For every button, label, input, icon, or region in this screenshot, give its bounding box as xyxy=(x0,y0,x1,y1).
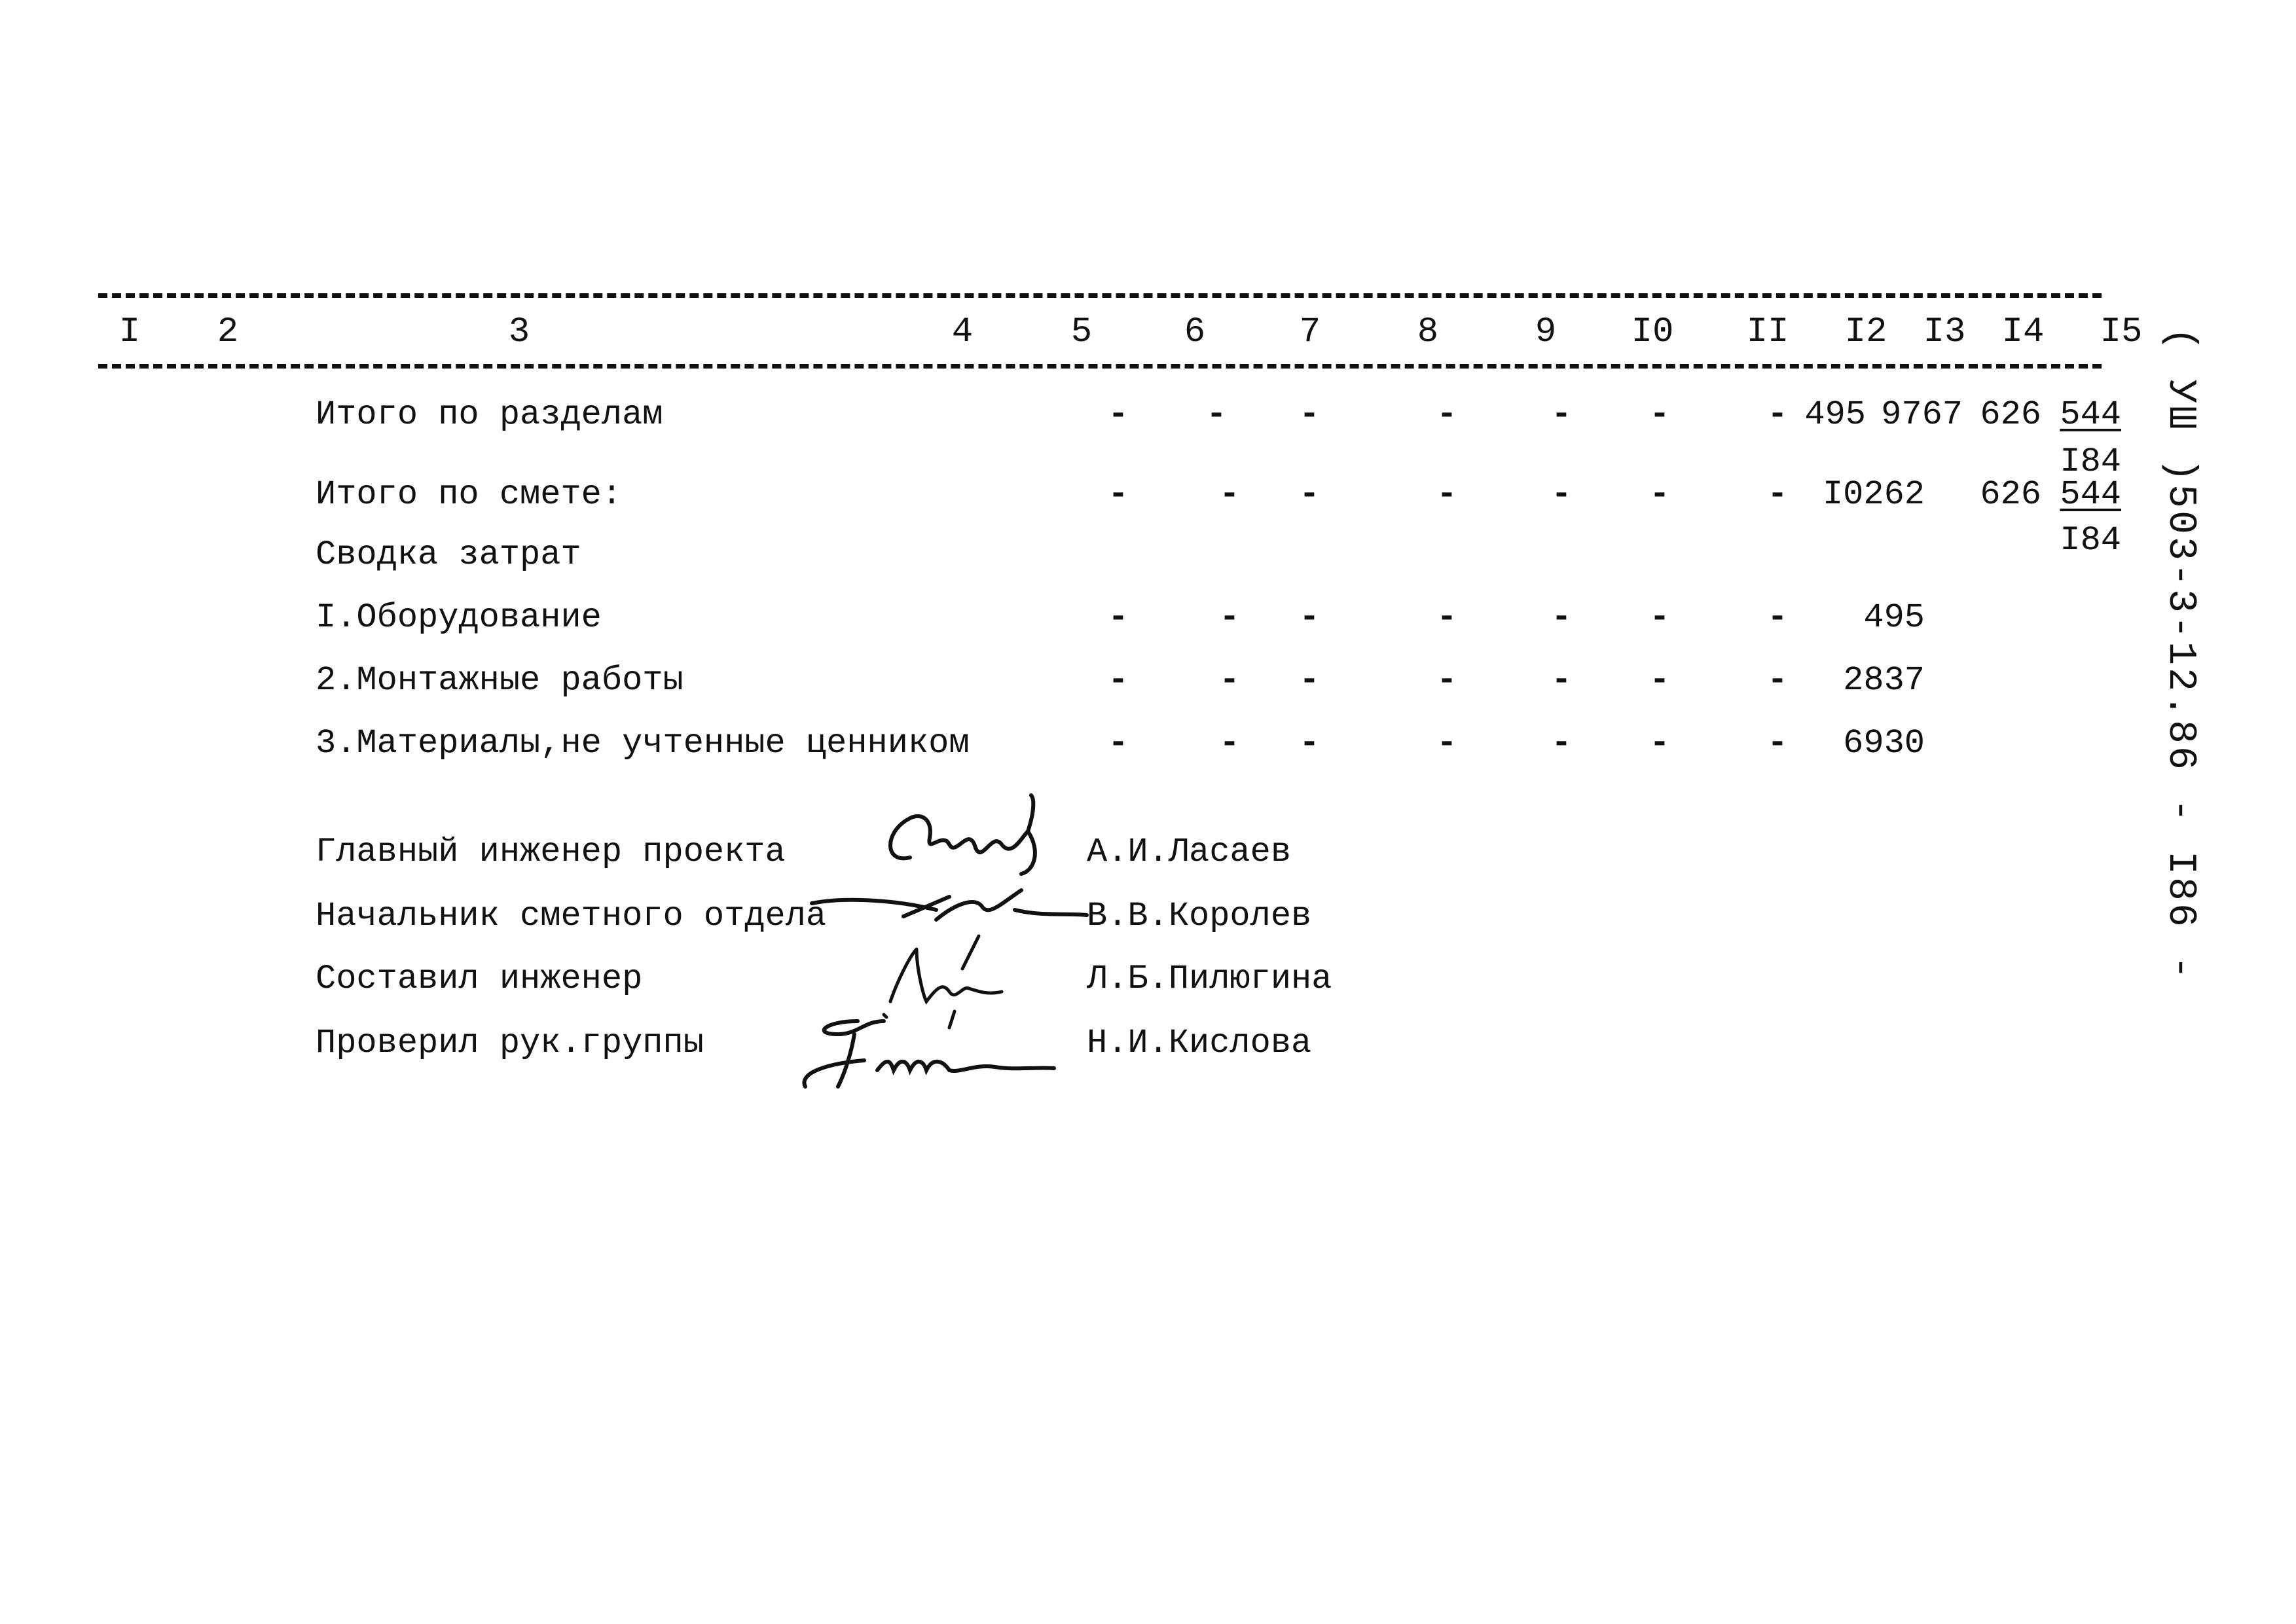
signature-role: Главный инженер проекта xyxy=(316,833,786,871)
column-header: 7 xyxy=(1299,312,1321,352)
column-header: I2 xyxy=(1844,312,1887,352)
row-dash: - xyxy=(1108,661,1129,700)
row-dash: - xyxy=(1551,598,1572,637)
cell-col15-numerator: 544 xyxy=(2060,475,2121,514)
row-dash: - xyxy=(1299,395,1320,434)
row-dash: - xyxy=(1299,724,1320,763)
column-header: 9 xyxy=(1535,312,1557,352)
signature-name: Л.Б.Пилюгина xyxy=(1087,960,1332,998)
row-dash: - xyxy=(1649,661,1670,700)
column-header: 8 xyxy=(1417,312,1439,352)
column-header: 4 xyxy=(951,312,974,352)
row-dash: - xyxy=(1649,724,1670,763)
row-dash: - xyxy=(1551,395,1572,434)
row-label: I.Оборудование xyxy=(316,598,602,637)
signature-name: А.И.Ласаев xyxy=(1087,833,1292,871)
column-header: 5 xyxy=(1070,312,1093,352)
row-dash: - xyxy=(1299,598,1320,637)
signature-role: Проверил рук.группы xyxy=(316,1024,704,1062)
cell-col13: 9767 xyxy=(1881,395,1963,434)
row-dash: - xyxy=(1108,598,1129,637)
cell-col14: 626 xyxy=(1980,395,2041,434)
header-rule-bottom xyxy=(98,364,2102,369)
section-heading: Сводка затрат xyxy=(316,535,581,574)
row-dash: - xyxy=(1767,724,1788,763)
row-dash: - xyxy=(1767,598,1788,637)
cell-col15-numerator: 544 xyxy=(2060,395,2121,434)
row-dash: - xyxy=(1219,661,1240,700)
row-dash: - xyxy=(1649,598,1670,637)
row-dash: - xyxy=(1108,724,1129,763)
row-dash: - xyxy=(1551,661,1572,700)
document-code: ( УШ )503-3-12.86 - I86 - xyxy=(2158,327,2202,983)
signature-name: Н.И.Кислова xyxy=(1087,1024,1312,1062)
row-dash: - xyxy=(1219,475,1240,514)
row-dash: - xyxy=(1299,661,1320,700)
row-dash: - xyxy=(1551,475,1572,514)
row-dash: - xyxy=(1219,724,1240,763)
row-dash: - xyxy=(1649,395,1670,434)
row-label: 3.Материалы,не учтенные ценником xyxy=(316,724,970,763)
column-header: 3 xyxy=(508,312,530,352)
column-header: I0 xyxy=(1631,312,1674,352)
row-dash: - xyxy=(1767,661,1788,700)
row-dash: - xyxy=(1767,475,1788,514)
row-dash: - xyxy=(1767,395,1788,434)
column-header: I5 xyxy=(2100,312,2143,352)
row-dash: - xyxy=(1551,724,1572,763)
cell-col14: 626 xyxy=(1980,475,2041,514)
cell-col12: 2837 xyxy=(1843,661,1925,700)
handwritten-signature xyxy=(871,792,1067,890)
row-label: 2.Монтажные работы xyxy=(316,661,683,700)
signature-role: Составил инженер xyxy=(316,960,643,998)
signature-name: В.В.Королев xyxy=(1087,897,1312,935)
signature-role: Начальник сметного отдела xyxy=(316,897,827,935)
cell-col12: 495 xyxy=(1804,395,1866,434)
row-dash: - xyxy=(1436,395,1457,434)
cell-col12: I0262 xyxy=(1822,475,1925,514)
column-header: 2 xyxy=(217,312,239,352)
row-dash: - xyxy=(1299,475,1320,514)
cell-col12: 6930 xyxy=(1843,724,1925,763)
column-header: II xyxy=(1746,312,1789,352)
cell-col15-denominator: I84 xyxy=(2060,442,2121,481)
row-dash: - xyxy=(1206,395,1227,434)
row-dash: - xyxy=(1108,475,1129,514)
row-dash: - xyxy=(1649,475,1670,514)
cell-col12: 495 xyxy=(1863,598,1925,637)
header-rule-top xyxy=(98,293,2102,298)
row-label: Итого по разделам xyxy=(316,395,663,434)
handwritten-signature xyxy=(786,1008,1061,1093)
column-header: I4 xyxy=(2001,312,2045,352)
cell-col15-denominator: I84 xyxy=(2060,521,2121,560)
row-label: Итого по смете: xyxy=(316,475,623,514)
column-header: 6 xyxy=(1184,312,1206,352)
row-dash: - xyxy=(1219,598,1240,637)
column-header: I3 xyxy=(1923,312,1966,352)
column-header: I xyxy=(118,312,141,352)
row-dash: - xyxy=(1436,724,1457,763)
row-dash: - xyxy=(1436,598,1457,637)
row-dash: - xyxy=(1436,661,1457,700)
row-dash: - xyxy=(1108,395,1129,434)
row-dash: - xyxy=(1436,475,1457,514)
